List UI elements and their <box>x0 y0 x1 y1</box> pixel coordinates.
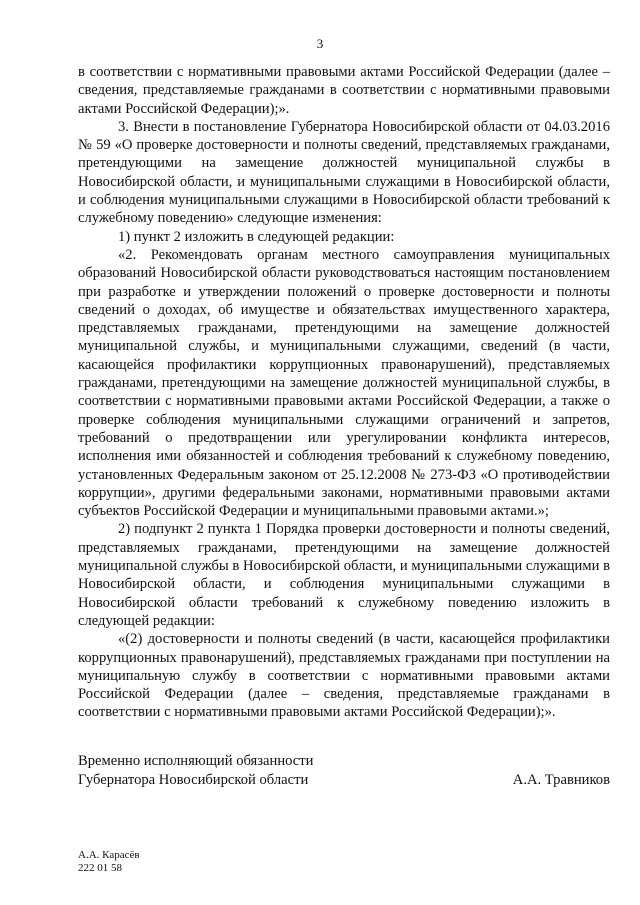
paragraph-subitem-2: 2) подпункт 2 пункта 1 Порядка проверки достоверности и полноты сведений, представляемых гражданами, претендующими на замещение должностей муниципальной службы в Новосибирской области, и муниципальными служащими в Новосибирской области, и соблюдения муниципальными служащими в Новосибирской области требований к служебному поведению изложить в следующей редакции: <box>78 521 610 629</box>
paragraph-quoted-subpoint-2: «(2) достоверности и полноты сведений (в части, касающейся профилактики коррупционных правонарушений), представляемых гражданами при поступлении на муниципальную службу в соответствии с нормативными правовыми актами Российской Федерации (далее – сведения, представляемые гражданами в соответствии с нормативными правовыми актами Российской Федерации);». <box>78 631 610 721</box>
executor-block <box>78 849 140 875</box>
signatory-name: А.А. Травников <box>512 772 610 788</box>
page-number: 3 <box>316 36 324 51</box>
paragraph-quoted-point-2: «2. Рекомендовать органам местного самоуправления муниципальных образований Новосибирской области руководствоваться настоящим постановлением при разработке и утверждении положений о проверке достоверности и полноты сведений о доходах, об имуществе и обязательствах имущественного характера, представляемых гражданами, претендующими на замещение должностей муниципальной службы, и муниципальными служащими, сведений (в части, касающейся профилактики коррупционных правонарушений), представляемых гражданами, претендующими на замещение должностей муниципальной службы, в соответствии с нормативными правовыми актами Российской Федерации, а также о проверке соблюдения муниципальными служащими ограничений и запретов, требований о предотвращении или урегулировании конфликта интересов, исполнения ими обязанностей и соблюдения требований к служебному поведению, установленных Федеральным законом от 25.12.2008 № 273-ФЗ «О противодействии коррупции», другими федеральными законами, нормативными правовыми актами субъектов Российской Федерации и муниципальными правовыми актами.»; <box>78 246 610 520</box>
executor-name: А.А. Карасёв <box>78 849 140 861</box>
signature-row <box>78 771 610 790</box>
paragraph-continuation: в соответствии с нормативными правовыми актами Российской Федерации (далее – сведения, представляемые гражданами в соответствии с нормативными правовыми актами Российской Федерации);». <box>78 64 610 117</box>
executor-phone: 222 01 58 <box>78 862 122 874</box>
signatory-position-line2: Губернатора Новосибирской области <box>78 772 309 788</box>
paragraph-subitem-1: 1) пункт 2 изложить в следующей редакции: <box>118 228 395 245</box>
signatory-position-line1: Временно исполняющий обязанности <box>78 753 314 769</box>
document-body <box>78 63 610 722</box>
signature-block <box>78 752 610 790</box>
paragraph-item-3: 3. Внести в постановление Губернатора Новосибирской области от 04.03.2016 № 59 «О проверке достоверности и полноты сведений, представляемых гражданами, претендующими на замещение должностей муниципальной службы в Новосибирской области, и муниципальными служащими в Новосибирской области, и соблюдения муниципальными служащими в Новосибирской области требований к служебному поведению» следующие изменения: <box>78 118 610 227</box>
